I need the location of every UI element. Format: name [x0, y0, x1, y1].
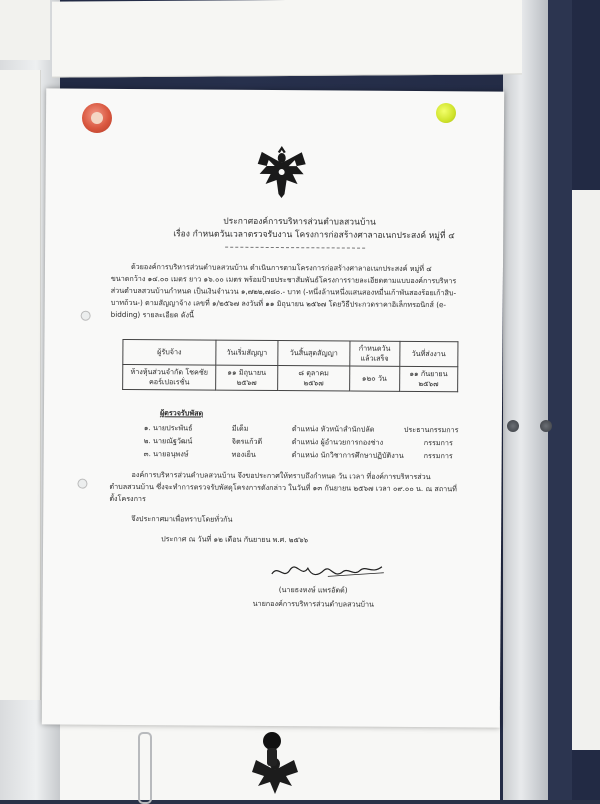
committee-lastname: จิตรแก้วดี — [231, 436, 263, 446]
table-row — [123, 364, 458, 391]
notice-org: ประกาศองค์การบริหารส่วนตำบลสวนบ้าน — [223, 216, 376, 228]
committee-position: ตำแหน่ง หัวหน้าสำนักปลัด — [291, 424, 375, 434]
paper-fragment-right — [572, 190, 600, 750]
signer-name: (นายธงหงษ์ แพรอัตต์) — [278, 585, 348, 595]
board-gap — [548, 0, 572, 800]
committee-role: ประธานกรรมการ — [403, 424, 459, 435]
schedule-table — [122, 339, 458, 392]
table-cell: ห้างหุ้นส่วนจำกัด โชคชัย คอร์เปอเรชั่น — [123, 364, 216, 390]
paperclip-icon — [138, 732, 152, 804]
committee-role: กรรมการ — [423, 451, 453, 461]
committee-name: ๒. นายณัฐวัฒน์ — [143, 436, 193, 446]
paper-fragment-top — [52, 0, 522, 78]
red-pushpin-icon — [82, 103, 112, 133]
para1-line: บาทถ้วน-) ตามสัญญาจ้าง เลขที่ ๑/๒๕๖๗ ลงวันที่ ๑๑ มิถุนายน ๒๕๖๗ โดยวิธีประกวดราคาอิเล็กทรอนิกส์ (e- — [110, 297, 447, 310]
paper-fragment-top-left — [0, 0, 50, 60]
punch-hole — [81, 311, 91, 321]
table-header: วันสิ้นสุดสัญญา — [278, 341, 350, 367]
para1-line: bidding) รายละเอียด ดังนี้ — [110, 309, 194, 320]
para2-line: ตำบลสวนบ้าน ซึ่งจะทำการตรวจรับพัสดุโครงการดังกล่าว ในวันที่ ๑๓ กันยายน ๒๕๖๗ เวลา ๐๙.๐๐ น. ณ สถานที่ — [109, 481, 457, 494]
table-cell: ๘ ตุลาคม ๒๕๖๗ — [278, 366, 350, 392]
committee-position: ตำแหน่ง นักวิชาการศึกษาปฏิบัติงาน — [291, 450, 404, 460]
committee-lastname: ทองเย็น — [231, 449, 256, 459]
table-cell: ๑๒๐ วัน — [349, 366, 399, 391]
board-frame-right — [503, 0, 548, 800]
table-header: กำหนดวัน แล้วเสร็จ — [350, 341, 400, 366]
para1-line: ส่วนตำบลสวนบ้านกำหนด เป็นเงินจำนวน ๑,๗๒๒,๗๘๐.- บาท (-หนึ่งล้านหนึ่งแสนสองหมื่นเก้าพันสองร้อยเก้าสิบ- — [110, 285, 457, 298]
notice-sheet — [42, 88, 504, 727]
yellow-pushpin-icon — [436, 103, 456, 123]
committee-name: ๓. นายอนุพงษ์ — [143, 449, 189, 459]
committee-role: กรรมการ — [423, 438, 453, 448]
signer-title: นายกองค์การบริหารส่วนตำบลสวนบ้าน — [252, 598, 374, 609]
screw-icon — [507, 420, 519, 432]
table-header: วันที่ส่งงาน — [399, 341, 458, 366]
garuda-emblem-icon — [256, 144, 306, 200]
announce-text: จึงประกาศมาเพื่อทราบโดยทั่วกัน — [131, 514, 233, 524]
committee-lastname: มีเด็ม — [231, 423, 249, 433]
para1-line: ด้วยองค์การบริหารส่วนตำบลสวนบ้าน ดำเนินการตามโครงการก่อสร้างศาลาอเนกประสงค์ หมู่ที่ ๔ — [130, 262, 432, 274]
table-header: ผู้รับจ้าง — [123, 339, 216, 365]
committee-title: ผู้ตรวจรับพัสดุ — [159, 408, 204, 418]
divider — [225, 247, 365, 249]
signature-icon — [268, 560, 388, 583]
notice-subject: เรื่อง กำหนดวันเวลาตรวจรับงาน โครงการก่อสร้างศาลาอเนกประสงค์ หมู่ที่ ๔ — [173, 229, 455, 242]
para2-line: ตั้งโครงการ — [109, 493, 146, 504]
punch-hole — [77, 479, 87, 489]
para1-line: ขนาดกว้าง ๑๔.๐๐ เมตร ยาว ๑๖.๐๐ เมตร พร้อมป้ายประชาสัมพันธ์โครงการรายละเอียดตามแบบองค์การบริหาร — [110, 273, 457, 286]
para2-line: องค์การบริหารส่วนตำบลสวนบ้าน จึงขอประกาศให้ทราบถึงกำหนด วัน เวลา ที่องค์การบริหารส่วน — [131, 470, 431, 482]
announce-date: ประกาศ ณ วันที่ ๑๒ เดือน กันยายน พ.ศ. ๒๕๖๖ — [161, 534, 309, 545]
table-cell: ๑๑ มิถุนายน ๒๕๖๗ — [216, 365, 278, 390]
screw-icon — [540, 420, 552, 432]
committee-name: ๑. นายประพันธ์ — [143, 423, 193, 433]
table-header: วันเริ่มสัญญา — [216, 340, 278, 365]
black-pushpin-stem — [267, 748, 277, 766]
paper-fragment-left — [0, 70, 41, 700]
committee-position: ตำแหน่ง ผู้อำนวยการกองช่าง — [291, 437, 384, 447]
table-header-row — [123, 339, 458, 366]
table-cell: ๑๑ กันยายน ๒๕๖๗ — [399, 366, 458, 391]
